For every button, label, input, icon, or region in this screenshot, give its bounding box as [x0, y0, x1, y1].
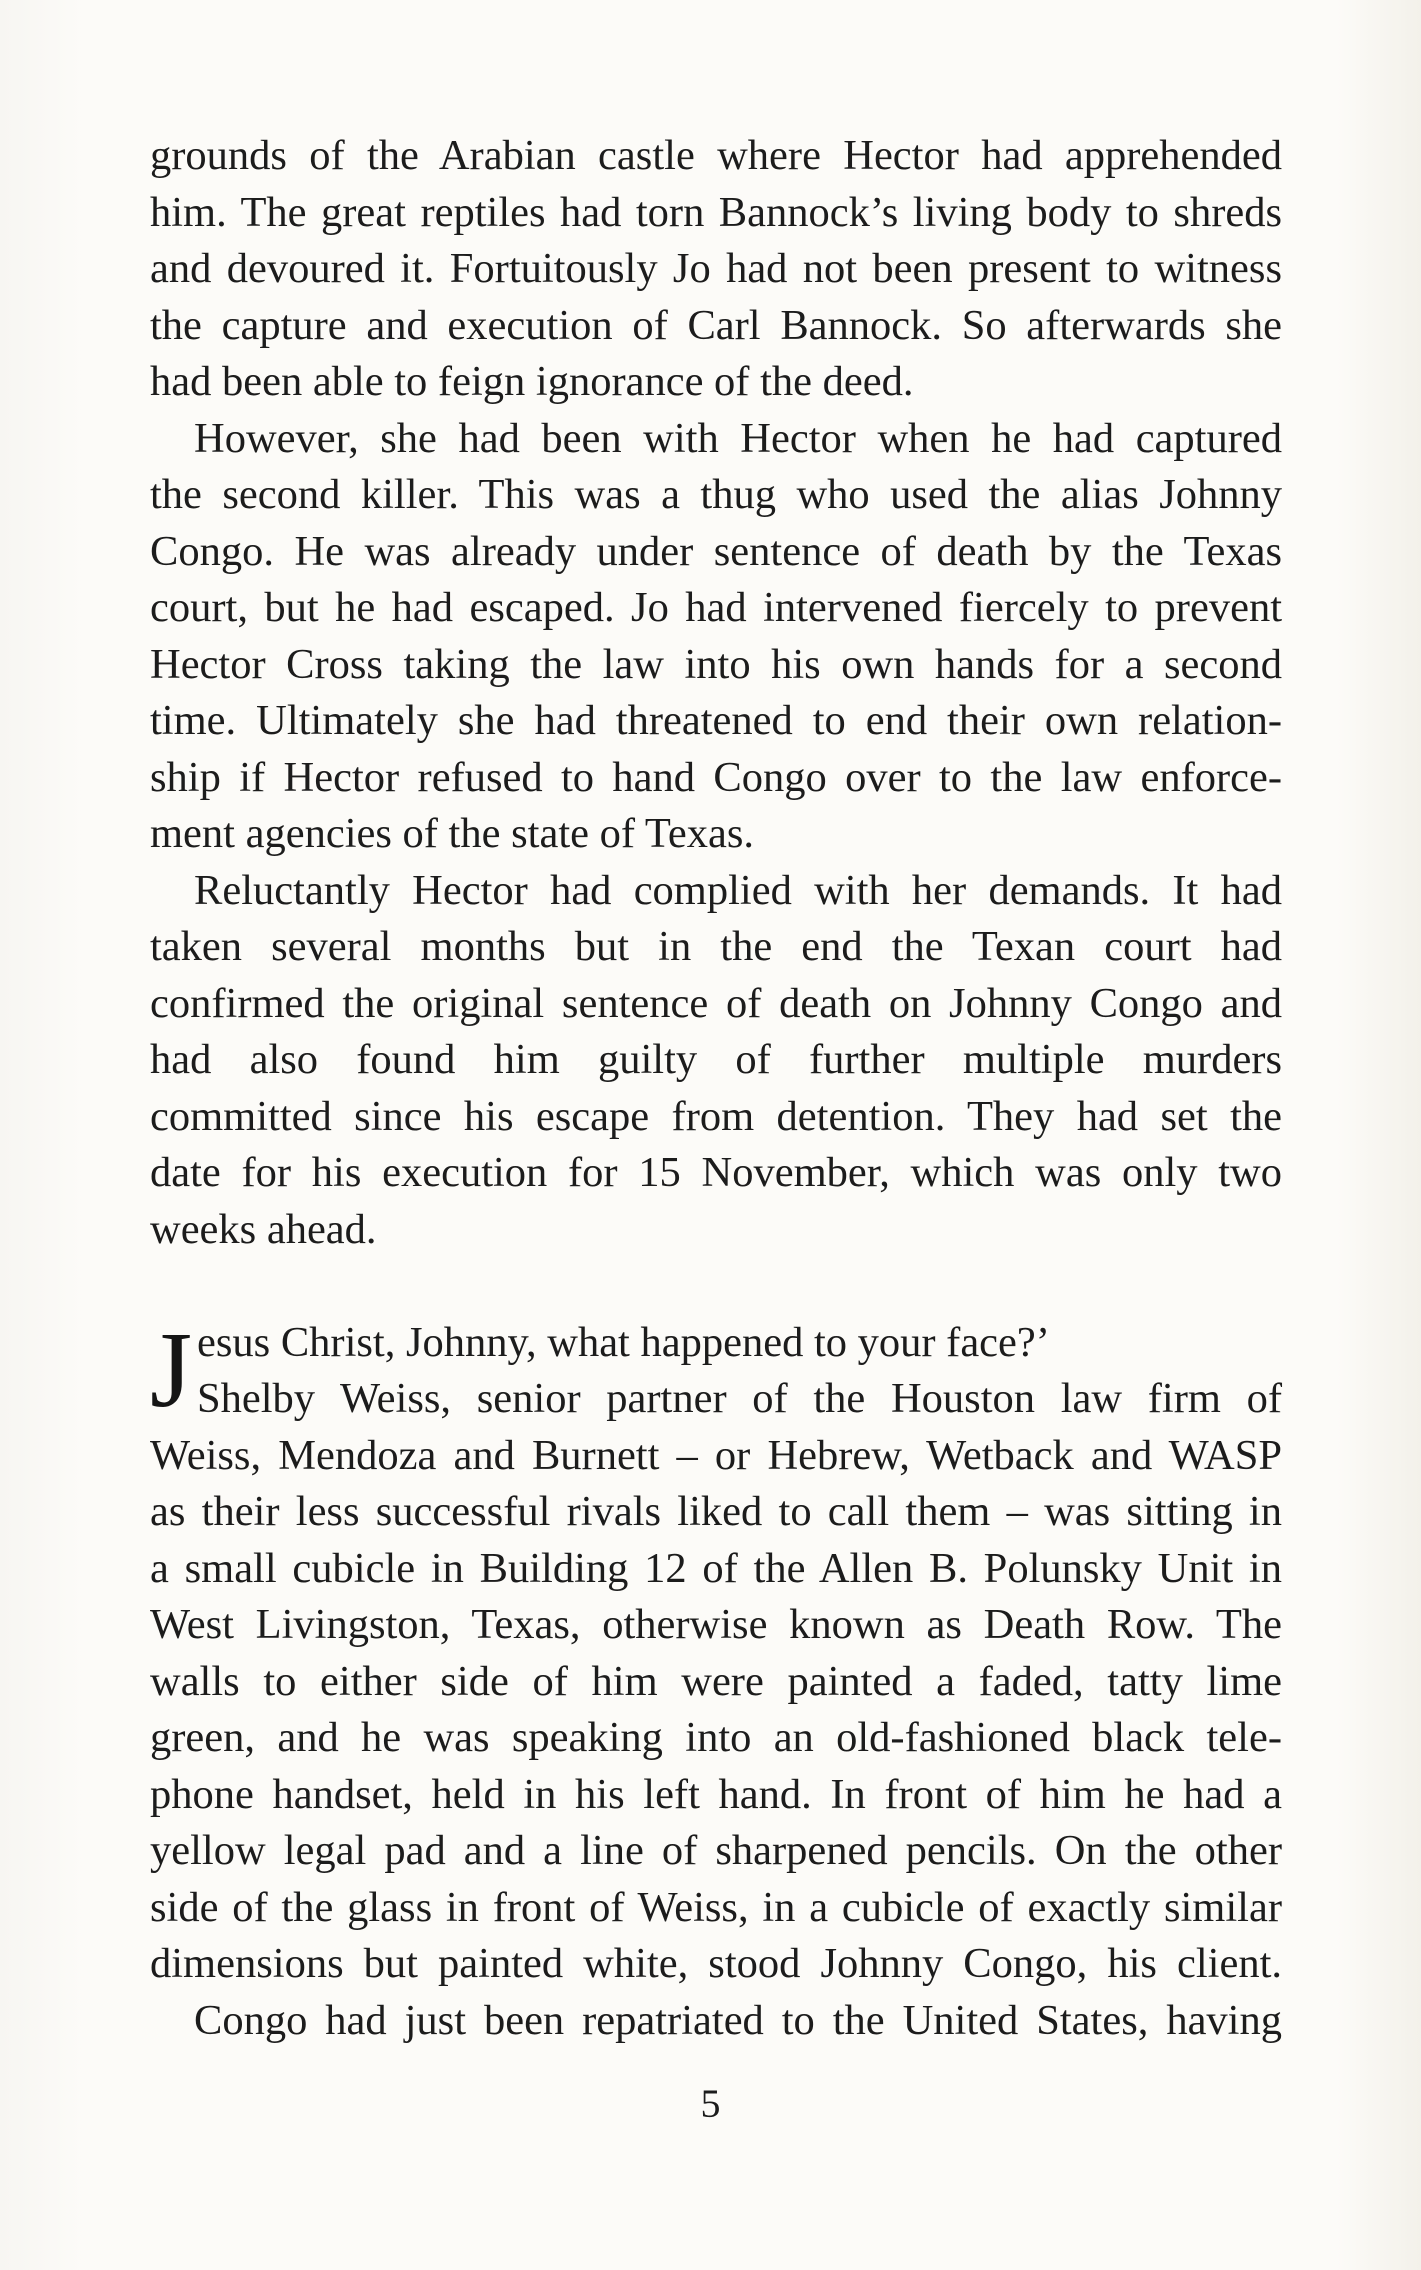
text-line: Reluctantly Hector had complied with her demands. It had [194, 866, 1282, 914]
text-line: date for his execution for 15 November, which was only two [150, 1149, 1282, 1196]
text-line: Weiss, Mendoza and Burnett – or Hebrew, Wetback and WASP [150, 1431, 1282, 1479]
text-line: yellow legal pad and a line of sharpened pencils. On the other [150, 1827, 1282, 1874]
text-line: court, but he had escaped. Jo had intervened fiercely to prevent [150, 584, 1282, 631]
text-line: side of the glass in front of Weiss, in a cubicle of exactly similar [150, 1883, 1282, 1931]
text-line: as their less successful rivals liked to call them – was sitting in [150, 1488, 1282, 1535]
text-line: Hector Cross taking the law into his own hands for a second [150, 640, 1282, 688]
text-line: taken several months but in the end the Texan court had [150, 923, 1282, 970]
text-line: esus Christ, Johnny, what happened to your face?’ [197, 1318, 1050, 1366]
section-2 [150, 1310, 1282, 2050]
text-line: West Livingston, Texas, otherwise known as Death Row. The [150, 1601, 1282, 1648]
text-line: Shelby Weiss, senior partner of the Houston law firm of [197, 1375, 1282, 1422]
text-line: dimensions but painted white, stood Johnny Congo, his client. [150, 1940, 1282, 1987]
text-line: and devoured it. Fortuitously Jo had not been present to witness [150, 245, 1282, 292]
text-line: However, she had been with Hector when he had captured [194, 414, 1282, 462]
text-line: green, and he was speaking into an old-fashioned black tele- [150, 1714, 1282, 1761]
text-line: a small cubicle in Building 12 of the Allen B. Polunsky Unit in [150, 1544, 1282, 1592]
paragraph-1 [150, 128, 1282, 411]
text-line: walls to either side of him were painted a faded, tatty lime [150, 1657, 1282, 1705]
text-line: ship if Hector refused to hand Congo over to the law enforce- [150, 753, 1282, 801]
text-line: the second killer. This was a thug who used the alias Johnny [150, 471, 1282, 518]
text-line: ment agencies of the state of Texas. [150, 810, 755, 857]
drop-cap: J [150, 1310, 193, 1430]
text-line: weeks ahead. [150, 1205, 377, 1253]
text-line: the capture and execution of Carl Bannock. So afterwards she [150, 301, 1282, 349]
text-line: had been able to feign ignorance of the deed. [150, 358, 914, 405]
text-line: Congo. He was already under sentence of death by the Texas [150, 527, 1282, 575]
text-line: confirmed the original sentence of death on Johnny Congo and [150, 979, 1282, 1027]
page-number: 5 [700, 2081, 721, 2126]
text-line: committed since his escape from detention. They had set the [150, 1092, 1282, 1140]
text-line: time. Ultimately she had threatened to end their own relation- [150, 697, 1282, 744]
text-line: him. The great reptiles had torn Bannock’s living body to shreds [150, 188, 1282, 236]
text-line: phone handset, held in his left hand. In front of him he had a [150, 1770, 1282, 1818]
paragraph-2 [150, 411, 1282, 863]
body-text [150, 128, 1282, 2049]
paragraph-3 [150, 863, 1282, 1259]
text-line: had also found him guilty of further multiple murders [150, 1036, 1282, 1083]
text-line: grounds of the Arabian castle where Hector had apprehended [150, 132, 1282, 179]
section-break [150, 1258, 1282, 1315]
text-line: Congo had just been repatriated to the United States, having [194, 1996, 1282, 2044]
